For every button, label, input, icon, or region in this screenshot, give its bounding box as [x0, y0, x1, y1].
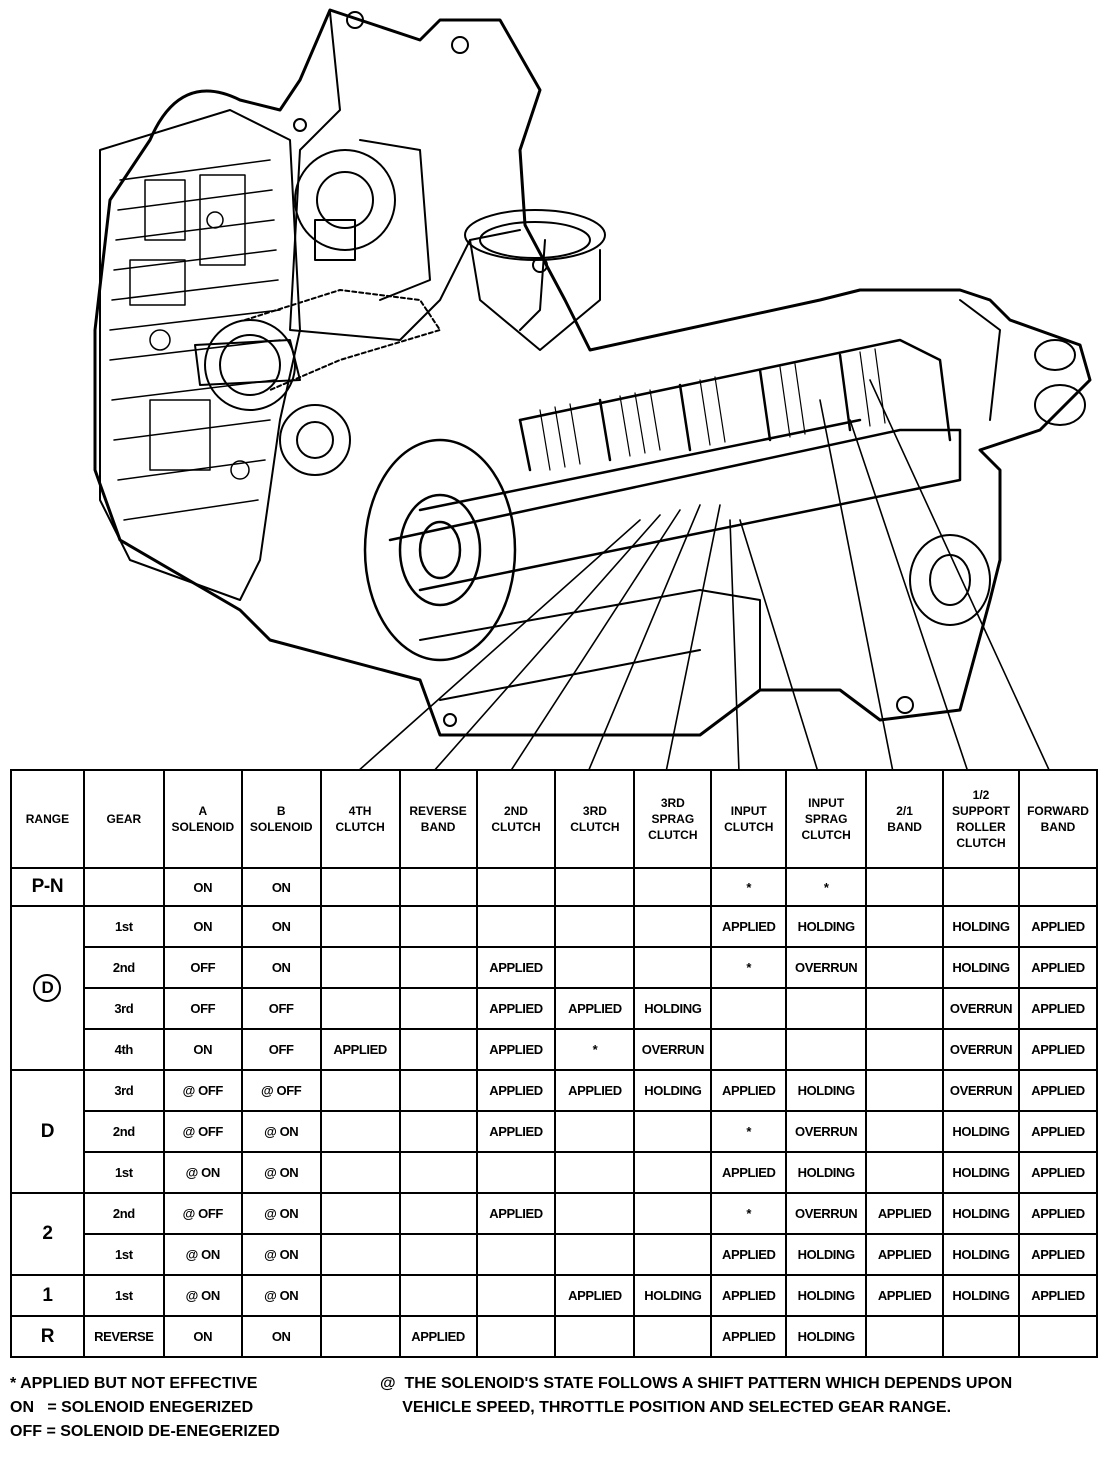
- table-cell: OVERRUN: [634, 1029, 711, 1070]
- table-cell: APPLIED: [866, 1193, 943, 1234]
- table-row: [11, 1316, 1097, 1357]
- table-cell: @ ON: [164, 1275, 242, 1316]
- range-label: R: [40, 1325, 55, 1347]
- table-cell: [321, 906, 400, 947]
- table-cell: APPLIED: [555, 1275, 634, 1316]
- table-cell: *: [711, 868, 786, 906]
- table-cell: [400, 1070, 477, 1111]
- table-cell: APPLIED: [555, 1070, 634, 1111]
- table-cell: ON: [164, 868, 242, 906]
- range-label: P-N: [31, 876, 64, 897]
- table-cell: 4th: [84, 1029, 164, 1070]
- table-cell: [866, 1029, 943, 1070]
- table-cell: [321, 1193, 400, 1234]
- table-cell: APPLIED: [1019, 947, 1097, 988]
- table-cell: [1019, 1316, 1097, 1357]
- table-cell: [400, 988, 477, 1029]
- table-cell: APPLIED: [555, 988, 634, 1029]
- table-cell: HOLDING: [786, 1316, 866, 1357]
- table-cell: HOLDING: [634, 1070, 711, 1111]
- column-header: B SOLENOID: [242, 770, 321, 868]
- table-cell: 3rd: [84, 988, 164, 1029]
- table-cell: HOLDING: [943, 1111, 1019, 1152]
- table-cell: [866, 1070, 943, 1111]
- table-cell: [321, 947, 400, 988]
- column-header: RANGE: [11, 770, 84, 868]
- table-cell: [555, 868, 634, 906]
- table-cell: HOLDING: [943, 1152, 1019, 1193]
- table-row: [11, 906, 1097, 947]
- range-label-circled: D: [33, 974, 61, 1002]
- table-cell: [400, 1193, 477, 1234]
- table-cell: HOLDING: [634, 1275, 711, 1316]
- table-cell: OVERRUN: [786, 1111, 866, 1152]
- range-cell: [11, 1316, 84, 1357]
- table-cell: ON: [242, 1316, 321, 1357]
- table-cell: APPLIED: [1019, 1111, 1097, 1152]
- note-off-definition: OFF = SOLENOID DE-ENEGERIZED: [10, 1423, 280, 1440]
- table-cell: APPLIED: [1019, 1029, 1097, 1070]
- table-cell: ON: [242, 947, 321, 988]
- table-cell: HOLDING: [943, 1275, 1019, 1316]
- table-cell: [400, 1029, 477, 1070]
- table-row: [11, 988, 1097, 1029]
- table-cell: @ OFF: [164, 1193, 242, 1234]
- range-label: 2: [42, 1223, 53, 1244]
- table-cell: [555, 1152, 634, 1193]
- column-header: FORWARD BAND: [1019, 770, 1097, 868]
- table-cell: @ ON: [242, 1234, 321, 1275]
- clutch-apply-chart-table: [10, 769, 1098, 1358]
- table-cell: OFF: [164, 988, 242, 1029]
- table-cell: [400, 1234, 477, 1275]
- table-cell: HOLDING: [786, 906, 866, 947]
- table-row: [11, 1029, 1097, 1070]
- table-cell: ON: [242, 868, 321, 906]
- table-cell: *: [555, 1029, 634, 1070]
- column-header: 2ND CLUTCH: [477, 770, 556, 868]
- table-cell: APPLIED: [711, 1234, 786, 1275]
- table-cell: [400, 1152, 477, 1193]
- table-cell: [555, 1234, 634, 1275]
- table-cell: 2nd: [84, 1111, 164, 1152]
- table-cell: *: [711, 1193, 786, 1234]
- table-cell: [555, 1316, 634, 1357]
- table-cell: [786, 1029, 866, 1070]
- table-cell: 1st: [84, 906, 164, 947]
- table-cell: APPLIED: [711, 1275, 786, 1316]
- range-cell: [11, 868, 84, 906]
- table-header-row: [11, 770, 1097, 868]
- table-cell: APPLIED: [866, 1234, 943, 1275]
- table-cell: [555, 1193, 634, 1234]
- table-cell: [321, 1152, 400, 1193]
- table-cell: HOLDING: [786, 1234, 866, 1275]
- table-row: [11, 868, 1097, 906]
- table-cell: [477, 1152, 556, 1193]
- table-cell: [555, 1111, 634, 1152]
- table-row: [11, 947, 1097, 988]
- table-cell: [321, 1070, 400, 1111]
- table-cell: @ OFF: [164, 1070, 242, 1111]
- table-cell: *: [711, 1111, 786, 1152]
- table-cell: APPLIED: [477, 1111, 556, 1152]
- table-cell: APPLIED: [1019, 906, 1097, 947]
- table-cell: OFF: [242, 988, 321, 1029]
- table-cell: HOLDING: [786, 1275, 866, 1316]
- table-cell: @ ON: [242, 1152, 321, 1193]
- table-cell: APPLIED: [477, 1193, 556, 1234]
- column-header: A SOLENOID: [164, 770, 242, 868]
- table-cell: ON: [242, 906, 321, 947]
- table-cell: [477, 868, 556, 906]
- table-cell: [477, 1316, 556, 1357]
- column-header: REVERSE BAND: [400, 770, 477, 868]
- table-cell: [84, 868, 164, 906]
- table-cell: *: [711, 947, 786, 988]
- table-row: [11, 1070, 1097, 1111]
- table-cell: APPLIED: [477, 947, 556, 988]
- table-cell: ON: [164, 1316, 242, 1357]
- table-cell: [634, 1316, 711, 1357]
- table-cell: @ ON: [164, 1234, 242, 1275]
- table-cell: [866, 988, 943, 1029]
- table-cell: 1st: [84, 1152, 164, 1193]
- table-cell: [711, 988, 786, 1029]
- table-cell: HOLDING: [786, 1070, 866, 1111]
- table-cell: 3rd: [84, 1070, 164, 1111]
- table-cell: HOLDING: [943, 1234, 1019, 1275]
- table-cell: [866, 906, 943, 947]
- table-cell: @ ON: [242, 1193, 321, 1234]
- note-on-definition: ON = SOLENOID ENEGERIZED: [10, 1399, 254, 1416]
- table-cell: [634, 1193, 711, 1234]
- table-cell: APPLIED: [711, 1316, 786, 1357]
- table-cell: [477, 1234, 556, 1275]
- range-cell: [11, 1275, 84, 1316]
- table-cell: [321, 1234, 400, 1275]
- table-cell: @ OFF: [242, 1070, 321, 1111]
- table-cell: APPLIED: [400, 1316, 477, 1357]
- table-cell: [321, 1316, 400, 1357]
- table-cell: APPLIED: [321, 1029, 400, 1070]
- table-cell: [321, 868, 400, 906]
- legend-right: [380, 1372, 1080, 1420]
- table-cell: ON: [164, 906, 242, 947]
- table-cell: APPLIED: [711, 906, 786, 947]
- table-cell: [786, 988, 866, 1029]
- table-row: [11, 1152, 1097, 1193]
- range-cell: [11, 1193, 84, 1275]
- table-cell: APPLIED: [711, 1070, 786, 1111]
- table-row: [11, 1111, 1097, 1152]
- table-cell: APPLIED: [1019, 988, 1097, 1029]
- table-cell: @ ON: [164, 1152, 242, 1193]
- table-cell: [400, 1111, 477, 1152]
- table-cell: [634, 947, 711, 988]
- table-cell: [866, 1316, 943, 1357]
- table-cell: HOLDING: [943, 906, 1019, 947]
- range-cell: [11, 1070, 84, 1193]
- table-cell: APPLIED: [711, 1152, 786, 1193]
- table-cell: OVERRUN: [786, 947, 866, 988]
- table-cell: OVERRUN: [943, 1029, 1019, 1070]
- table-cell: [866, 947, 943, 988]
- table-cell: [321, 988, 400, 1029]
- range-label: 1: [42, 1284, 53, 1306]
- table-cell: [477, 1275, 556, 1316]
- table-cell: 2nd: [84, 947, 164, 988]
- table-cell: [400, 1275, 477, 1316]
- table-cell: 1st: [84, 1234, 164, 1275]
- table-cell: [321, 1275, 400, 1316]
- table-cell: APPLIED: [477, 1070, 556, 1111]
- table-cell: 1st: [84, 1275, 164, 1316]
- table-cell: ON: [164, 1029, 242, 1070]
- table-cell: OFF: [164, 947, 242, 988]
- legend-left: [10, 1372, 350, 1444]
- table-cell: [634, 1234, 711, 1275]
- table-cell: [634, 1111, 711, 1152]
- table-cell: APPLIED: [1019, 1275, 1097, 1316]
- table-cell: [1019, 868, 1097, 906]
- table-cell: APPLIED: [477, 1029, 556, 1070]
- table-cell: [400, 947, 477, 988]
- table-cell: [943, 868, 1019, 906]
- table-row: [11, 1275, 1097, 1316]
- table-cell: @ OFF: [164, 1111, 242, 1152]
- column-header: INPUT SPRAG CLUTCH: [786, 770, 866, 868]
- range-cell: [11, 906, 84, 1070]
- table-cell: OFF: [242, 1029, 321, 1070]
- table-cell: [866, 868, 943, 906]
- column-header: INPUT CLUTCH: [711, 770, 786, 868]
- note-at-symbol-line-1: @ THE SOLENOID'S STATE FOLLOWS A SHIFT PATTERN WHICH DEPENDS UPON: [380, 1375, 1013, 1392]
- column-header: 4TH CLUTCH: [321, 770, 400, 868]
- table-cell: [943, 1316, 1019, 1357]
- table-cell: [866, 1152, 943, 1193]
- table-cell: [866, 1111, 943, 1152]
- table-cell: HOLDING: [943, 947, 1019, 988]
- table-cell: APPLIED: [1019, 1070, 1097, 1111]
- table-cell: OVERRUN: [786, 1193, 866, 1234]
- table-cell: [555, 947, 634, 988]
- table-cell: HOLDING: [634, 988, 711, 1029]
- table-cell: @ ON: [242, 1111, 321, 1152]
- column-header: 1/2 SUPPORT ROLLER CLUTCH: [943, 770, 1019, 868]
- table-cell: [400, 868, 477, 906]
- column-header: 2/1 BAND: [866, 770, 943, 868]
- table-cell: [634, 1152, 711, 1193]
- range-label: D: [40, 1120, 55, 1142]
- table-cell: APPLIED: [477, 988, 556, 1029]
- table-cell: APPLIED: [1019, 1234, 1097, 1275]
- column-header: 3RD SPRAG CLUTCH: [634, 770, 711, 868]
- note-applied-not-effective: * APPLIED BUT NOT EFFECTIVE: [10, 1375, 258, 1392]
- table-row: [11, 1193, 1097, 1234]
- table-cell: @ ON: [242, 1275, 321, 1316]
- column-header: GEAR: [84, 770, 164, 868]
- table-cell: APPLIED: [1019, 1193, 1097, 1234]
- table-cell: REVERSE: [84, 1316, 164, 1357]
- note-at-symbol-line-2: VEHICLE SPEED, THROTTLE POSITION AND SELECTED GEAR RANGE.: [380, 1399, 952, 1416]
- table-cell: 2nd: [84, 1193, 164, 1234]
- table-cell: [711, 1029, 786, 1070]
- table-cell: [555, 906, 634, 947]
- table-cell: [634, 868, 711, 906]
- table-cell: [634, 906, 711, 947]
- table-cell: HOLDING: [786, 1152, 866, 1193]
- table-cell: OVERRUN: [943, 1070, 1019, 1111]
- table-cell: [321, 1111, 400, 1152]
- table-cell: OVERRUN: [943, 988, 1019, 1029]
- table-cell: [400, 906, 477, 947]
- table-cell: HOLDING: [943, 1193, 1019, 1234]
- column-header: 3RD CLUTCH: [555, 770, 634, 868]
- table-body: [11, 868, 1097, 1357]
- table-cell: APPLIED: [866, 1275, 943, 1316]
- table-cell: APPLIED: [1019, 1152, 1097, 1193]
- table-cell: *: [786, 868, 866, 906]
- table-row: [11, 1234, 1097, 1275]
- table-cell: [477, 906, 556, 947]
